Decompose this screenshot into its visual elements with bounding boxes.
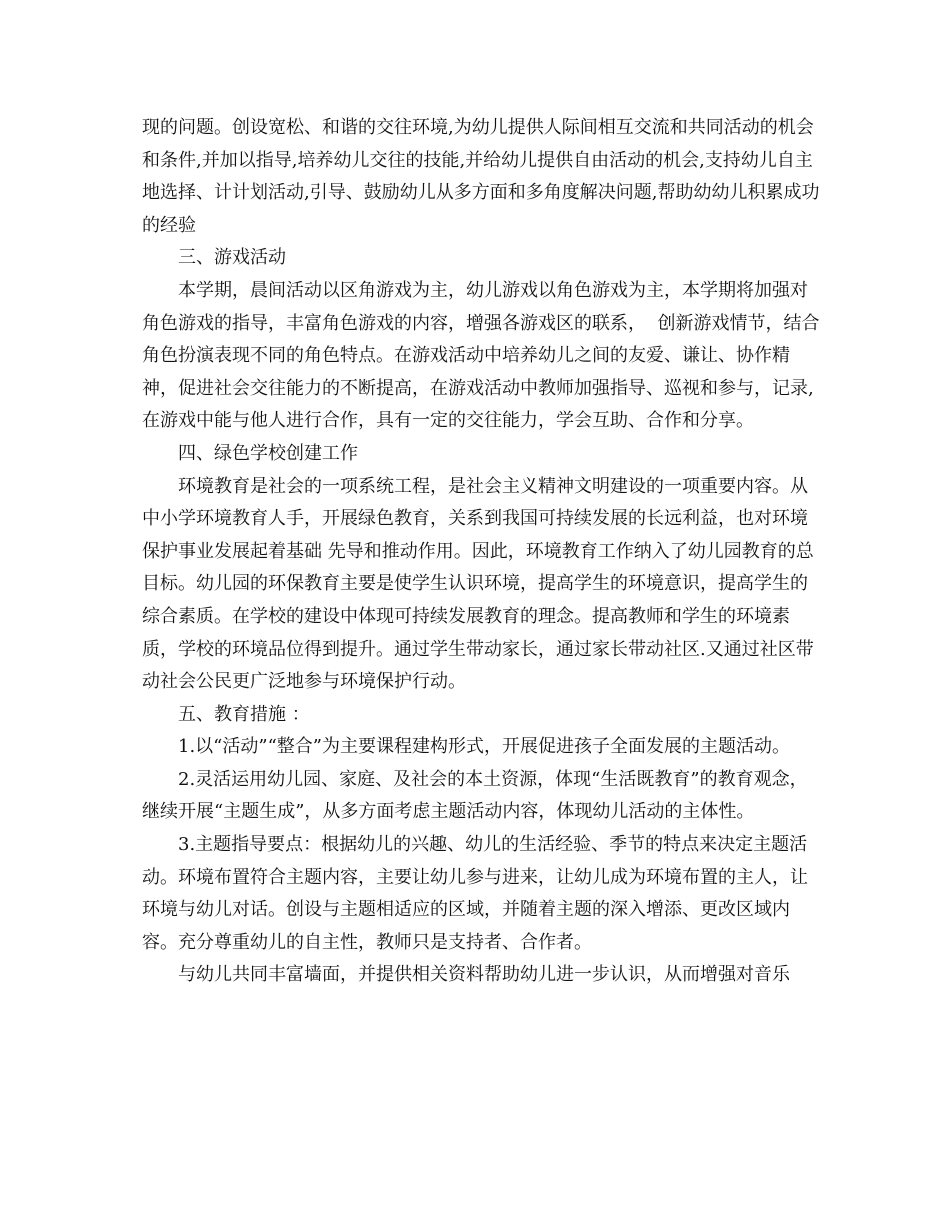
paragraph-wall: 与幼儿共同丰富墙面，并提供相关资料帮助幼儿进一步认识，从而增强对音乐 [178, 964, 790, 986]
document-body [142, 112, 822, 992]
list-item-measure-2: 2.灵活运用幼儿园、家庭、及社会的本土资源，体现“生活既教育”的教育观念，继续开展“主题生成”，从多方面考虑主题活动内容，体现幼儿活动的主体性。 [142, 768, 808, 823]
paragraph-games: 本学期，晨间活动以区角游戏为主，幼儿游戏以角色游戏为主，本学期将加强对角色游戏的指导，丰富角色游戏的内容，增强各游戏区的联系， 创新游戏情节，结合角色扮演表现不同的角色特点。在游戏活动中培养幼儿之间的友爱、谦让、协作精神，促进社会交往能力的不断提高，在游戏活动中教师加强指导、巡视和参与，记录,在游戏中能与他人进行合作，具有一定的交往能力，学会互助、合作和分享。 [142, 279, 820, 432]
list-item-measure-3: 3.主题指导要点：根据幼儿的兴趣、幼儿的生活经验、季节的特点来决定主题活动。环境布置符合主题内容，主要让幼儿参与进来，让幼儿成为环境布置的主人，让环境与幼儿对话。创设与主题相适应的区域，并随着主题的深入增添、更改区域内容。充分尊重幼儿的自主性，教师只是支持者、合作者。 [142, 834, 808, 953]
section-heading-games: 三、游戏活动 [178, 247, 286, 269]
paragraph-environment: 环境教育是社会的一项系统工程，是社会主义精神文明建设的一项重要内容。从中小学环境教育人手，开展绿色教育，关系到我国可持续发展的长远利益，也对环境保护事业发展起着基础 先导和推动作用。因此，环境教育工作纳入了幼儿园教育的总目标。幼儿园的环保教育主要是使学生认识环境，提高学生的环境意识，提高学生的综合素质。在学校的建设中体现可持续发展教育的理念。提高教师和学生的环境素质，学校的环境品位得到提升。通过学生带动家长，通过家长带动社区.又通过社区带动社会公民更广泛地参与环境保护行动。 [142, 475, 814, 693]
section-heading-green-school: 四、绿色学校创建工作 [178, 442, 358, 464]
list-item-measure-1: 1.以“活动”“整合”为主要课程建构形式，开展促进孩子全面发展的主题活动。 [178, 736, 790, 758]
section-heading-measures: 五、教育措施 ： [178, 703, 310, 725]
paragraph-continuation: 现的问题。创设宽松、和谐的交往环境,为幼儿提供人际间相互交流和共同活动的机会和条件,并加以指导,培养幼儿交往的技能,并给幼儿提供自由活动的机会,支持幼儿自主地选择、计计划活动,引导、鼓励幼儿从多方面和多角度解决问题,帮助幼幼儿积累成功的经验 [142, 117, 820, 236]
